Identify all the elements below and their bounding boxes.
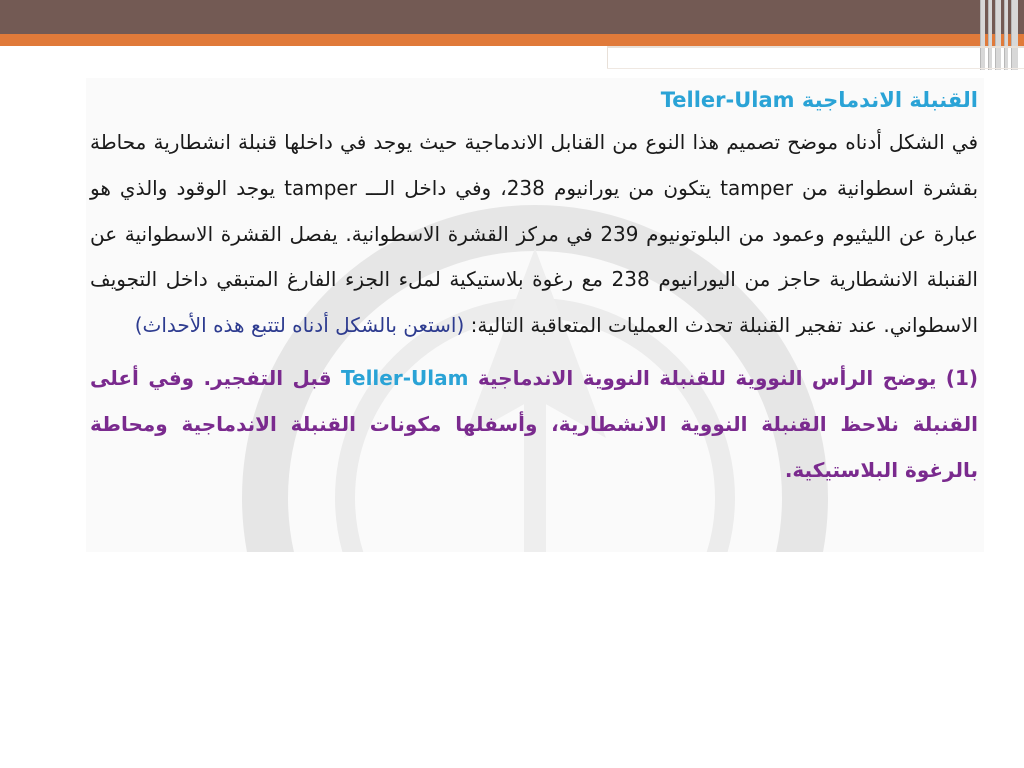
paragraph-description [90,120,978,349]
paragraph-text: (1) يوضح الرأس النووية للقنبلة النووية الاندماجية [477,365,979,390]
paragraph-term: tamper [284,175,357,200]
decorative-line [607,68,1024,69]
paragraph-hint: (استعن بالشكل أدناه لتتبع هذه الأحداث) [134,313,465,338]
title-bar-band [0,0,1024,34]
article-text [90,80,978,493]
accent-stripe [0,34,1024,46]
paragraph-step-1 [90,355,978,493]
section-heading [90,80,978,120]
paragraph-term: Teller-Ulam [341,365,469,390]
paragraph-text: قبل التفجير. وفي أعلى القنبلة نلاحظ القنبلة النووية الانشطارية، وأسفلها مكونات القنبلة الاندماجية ومحاطة بالرغوة البلاستيكية. [90,365,978,482]
paragraph-text: في الشكل أدناه موضح تصميم هذا النوع من القنابل الاندماجية حيث يوجد في داخلها قنبلة انشطارية محاطة بقشرة اسطوانية من [90,130,979,200]
decorative-bars [978,0,1024,70]
decorative-line [607,46,1024,48]
decorative-line [607,46,608,68]
heading-latin: Teller-Ulam [660,88,795,112]
heading-arabic: القنبلة الاندماجية [801,88,978,112]
paragraph-term: tamper [720,175,793,200]
paragraph-text: يوجد الوقود والذي هو عبارة عن الليثيوم وعمود من البلوتونيوم 239 في مركز القشرة الاسطوانية. يفصل القشرة الاسطوانية عن القنبلة الانشطارية حاجز من اليورانيوم 238 مع رغوة بلاستيكية لملء الجزء الفارغ المتبقي داخل التجويف الاسطواني. عند تفجير القنبلة تحدث العمليات المتعاقبة التالية: [90,175,978,338]
paragraph-text: يتكون من يورانيوم 238، وفي داخل الـــ [365,175,712,200]
